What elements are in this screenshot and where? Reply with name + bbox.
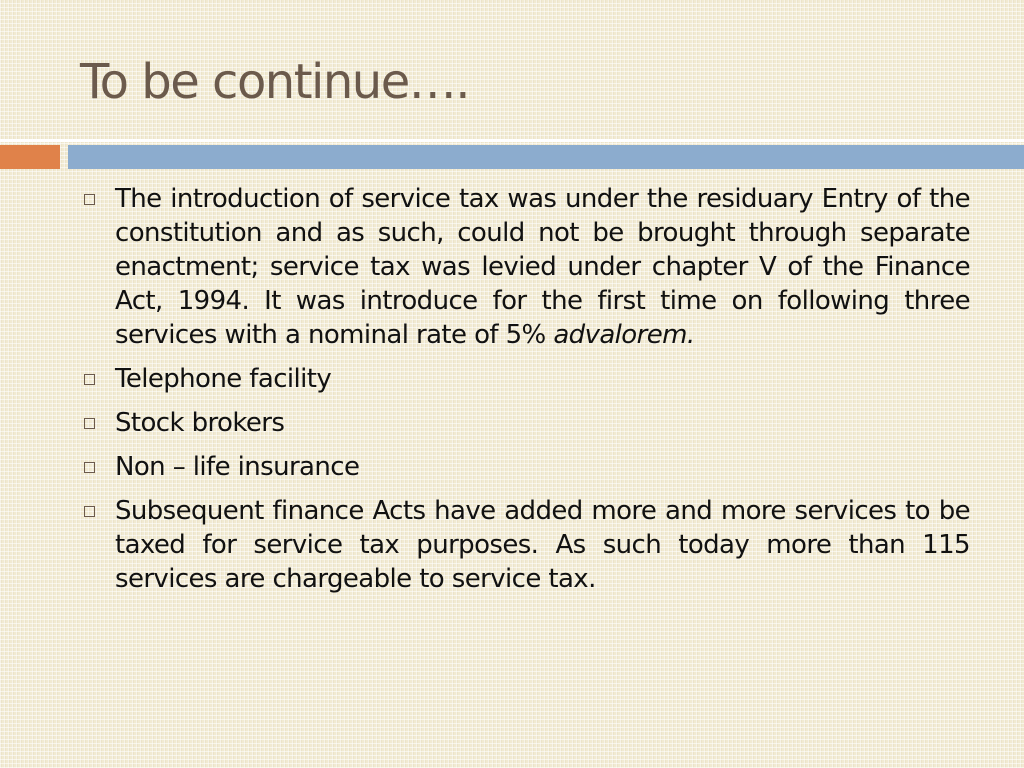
square-bullet-icon [84, 194, 95, 205]
bullet-list [80, 182, 970, 606]
bullet-text: Telephone facility [115, 364, 332, 394]
slide-title: To be continue…. [80, 54, 470, 110]
square-bullet-icon [84, 418, 95, 429]
square-bullet-icon [84, 374, 95, 385]
bullet-item-stock-brokers [80, 406, 970, 440]
bullet-item-non-life-insurance [80, 450, 970, 484]
bullet-text-main: The introduction of service tax was under the residuary Entry of the constitution and as such, could not be brought through separate enactment; service tax was levied under chapter V of the Finance Act, 1994. It was introduce for the first time on following three services with a nominal rate of 5% [115, 184, 970, 350]
bullet-text-italic: advalorem. [553, 320, 695, 350]
bullet-item-telephone [80, 362, 970, 396]
bullet-item-introduction [80, 182, 970, 352]
title-divider [0, 139, 1024, 142]
bullet-item-subsequent-acts [80, 494, 970, 596]
bullet-text: Stock brokers [115, 408, 285, 438]
accent-bar-blue [68, 145, 1024, 169]
bullet-text [115, 184, 970, 350]
bullet-text: Subsequent finance Acts have added more and more services to be taxed for service tax purposes. As such today more than 115 services are chargeable to service tax. [115, 496, 970, 594]
accent-bar-orange [0, 145, 60, 169]
square-bullet-icon [84, 462, 95, 473]
square-bullet-icon [84, 506, 95, 517]
bullet-text: Non – life insurance [115, 452, 360, 482]
